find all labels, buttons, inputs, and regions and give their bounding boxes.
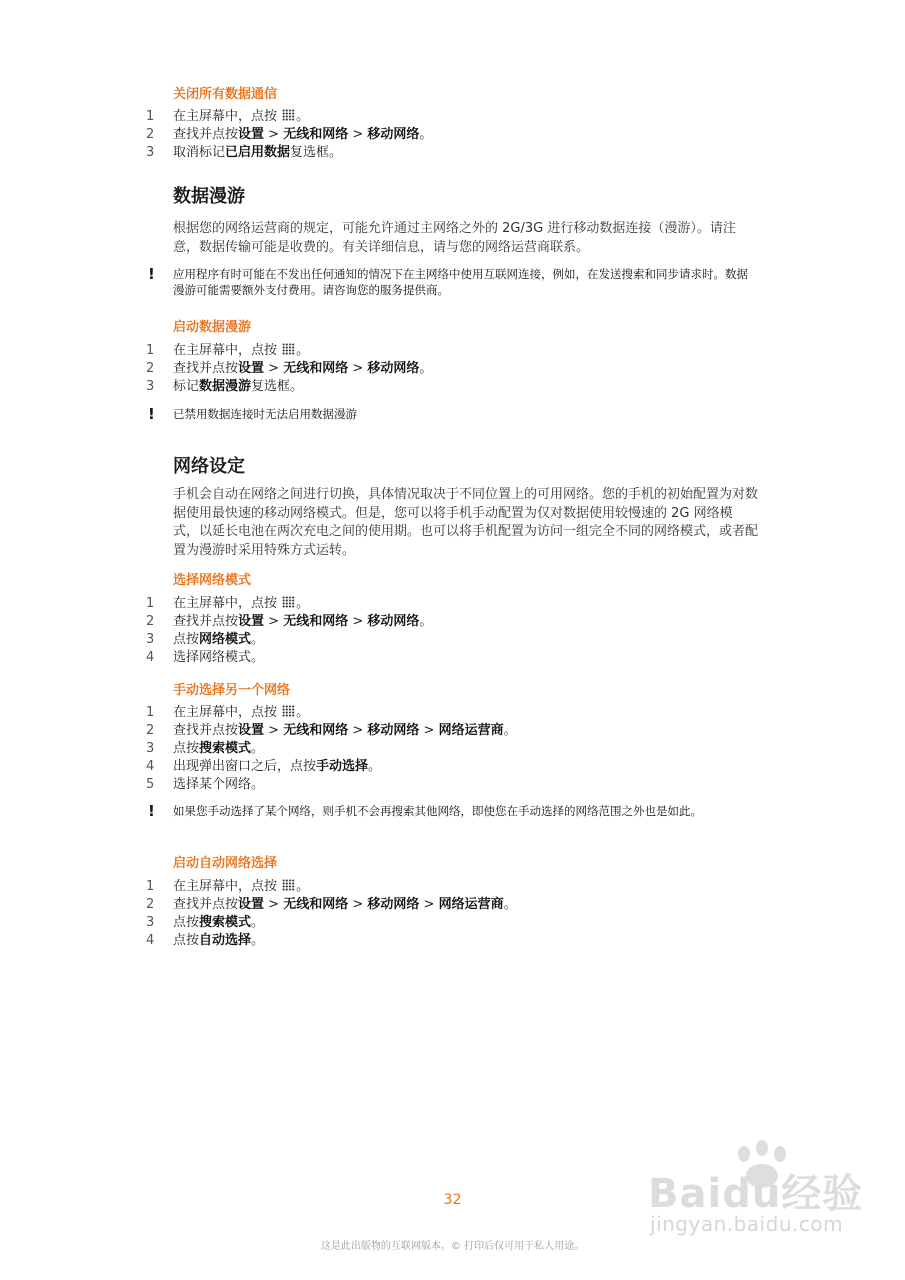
step-text: 选择某个网络。	[173, 777, 265, 792]
app-grid-icon	[282, 705, 295, 717]
paragraph-network-settings: 手机会自动在网络之间进行切换，具体情况取决于不同位置上的可用网络。您的手机的初始配置为对数据使用最快速的移动网络模式。但是，您可以将手机手动配置为仅对数据使用较慢速的 2G 网络模式，以延长电池在两次充电之间的使用期。也可以将手机配置为访问一组完全不同的网络模式，或者配置为漫游时采用特殊方式运转。	[173, 487, 759, 558]
step-text: 标记数据漫游复选框。	[173, 379, 304, 394]
step-text: 在主屏幕中，点按 。	[173, 705, 310, 720]
step	[146, 740, 766, 758]
step-text: 选择网络模式。	[173, 650, 265, 665]
step-number: 4	[146, 933, 155, 948]
note-text: 应用程序有时可能在不发出任何通知的情况下在主网络中使用互联网连接，例如，在发送搜索和同步请求时。数据漫游可能需要额外支付费用。请咨询您的服务提供商。	[173, 267, 748, 297]
step	[146, 360, 766, 378]
step-number: 4	[146, 650, 155, 665]
step-number: 1	[146, 343, 155, 358]
note-text: 已禁用数据连接时无法启用数据漫游	[173, 407, 357, 421]
step	[146, 722, 766, 740]
steps-disable-data	[146, 108, 766, 162]
step-text: 在主屏幕中，点按 。	[173, 343, 310, 358]
step	[146, 914, 766, 932]
page-number: 32	[443, 1192, 462, 1208]
step-text: 点按搜索模式。	[173, 915, 265, 930]
step-number: 1	[146, 109, 155, 124]
step	[146, 932, 766, 950]
step-number: 3	[146, 741, 155, 756]
step-text: 查找并点按设置 > 无线和网络 > 移动网络 > 网络运营商。	[173, 897, 517, 912]
step-text: 在主屏幕中，点按 。	[173, 879, 310, 894]
exclamation-icon: !	[148, 802, 155, 820]
app-grid-icon	[282, 343, 295, 355]
step-number: 2	[146, 361, 155, 376]
step-number: 2	[146, 897, 155, 912]
step-text: 查找并点按设置 > 无线和网络 > 移动网络。	[173, 127, 433, 142]
step	[146, 144, 766, 162]
step-number: 2	[146, 614, 155, 629]
watermark-url: jingyan.baidu.com	[650, 1212, 844, 1236]
step-number: 3	[146, 379, 155, 394]
step-text: 点按搜索模式。	[173, 741, 265, 756]
step-text: 在主屏幕中，点按 。	[173, 109, 310, 124]
step-text: 取消标记已启用数据复选框。	[173, 145, 343, 160]
step	[146, 378, 766, 396]
step	[146, 776, 766, 794]
step-text: 点按自动选择。	[173, 933, 265, 948]
section-title-network-settings: 网络设定	[173, 456, 245, 477]
heading-select-mode: 选择网络模式	[173, 573, 252, 588]
heading-enable-roaming: 启动数据漫游	[173, 320, 252, 335]
step-text: 查找并点按设置 > 无线和网络 > 移动网络。	[173, 614, 433, 629]
heading-disable-data: 关闭所有数据通信	[173, 87, 278, 102]
step-number: 5	[146, 777, 155, 792]
step	[146, 896, 766, 914]
paragraph-roaming: 根据您的网络运营商的规定，可能允许通过主网络之外的 2G/3G 进行移动数据连接（漫游）。请注意，数据传输可能是收费的。有关详细信息，请与您的网络运营商联系。	[173, 221, 736, 255]
step-number: 3	[146, 632, 155, 647]
app-grid-icon	[282, 109, 295, 121]
exclamation-icon: !	[148, 265, 155, 283]
step	[146, 649, 766, 667]
step	[146, 758, 766, 776]
watermark-brand: Baidu经验	[648, 1171, 864, 1217]
step-number: 4	[146, 759, 155, 774]
step	[146, 704, 766, 722]
note-text: 如果您手动选择了某个网络，则手机不会再搜索其他网络，即使您在手动选择的网络范围之外也是如此。	[173, 804, 702, 818]
step-text: 查找并点按设置 > 无线和网络 > 移动网络。	[173, 361, 433, 376]
steps-select-mode	[146, 595, 766, 667]
step-text: 点按网络模式。	[173, 632, 265, 647]
step-number: 1	[146, 879, 155, 894]
steps-auto-select	[146, 878, 766, 950]
section-title-roaming: 数据漫游	[173, 186, 245, 207]
step-number: 1	[146, 705, 155, 720]
step-text: 查找并点按设置 > 无线和网络 > 移动网络 > 网络运营商。	[173, 723, 517, 738]
heading-auto-select: 启动自动网络选择	[173, 856, 278, 871]
step-number: 3	[146, 145, 155, 160]
exclamation-icon: !	[148, 405, 155, 423]
step-text: 在主屏幕中，点按 。	[173, 596, 310, 611]
step	[146, 126, 766, 144]
step	[146, 631, 766, 649]
step	[146, 878, 766, 896]
app-grid-icon	[282, 596, 295, 608]
steps-enable-roaming	[146, 342, 766, 396]
footer-note: 这是此出版物的互联网版本。© 打印后仅可用于私人用途。	[320, 1241, 585, 1252]
step-number: 2	[146, 723, 155, 738]
step	[146, 595, 766, 613]
step	[146, 108, 766, 126]
steps-manual-select	[146, 704, 766, 794]
step	[146, 613, 766, 631]
heading-manual-select: 手动选择另一个网络	[173, 683, 291, 698]
step	[146, 342, 766, 360]
step-text: 出现弹出窗口之后，点按手动选择。	[173, 759, 382, 774]
step-number: 2	[146, 127, 155, 142]
step-number: 1	[146, 596, 155, 611]
app-grid-icon	[282, 879, 295, 891]
step-number: 3	[146, 915, 155, 930]
